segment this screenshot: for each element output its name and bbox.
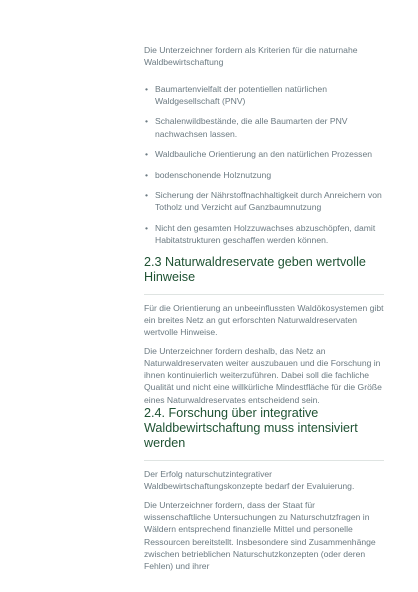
list-item-text: bodenschonende Holznutzung [155,169,272,180]
list-item [144,169,384,181]
section-paragraph: Die Unterzeichner fordern, dass der Staat für wissenschaftliche Untersuchungen zu Naturschutzfragen in Wäldern entsprechend finanzielle Mittel und personelle Ressourcen bereitstellt. Insbesondere sind Zusammenhänge zwischen betrieblichen Naturschutzkonzepten (oder deren Fehlen) und ihrer [144,499,376,572]
list-item-text: Sicherung der Nährstoffnachhaltigkeit durch Anreichern von Totholz und Verzicht auf Ganzbaumnutzung [155,190,382,213]
bullet-icon: • [145,83,149,94]
section-divider [144,294,384,295]
list-item [144,115,384,140]
intro-paragraph: Die Unterzeichner fordern als Kriterien für die naturnahe Waldbewirtschaftung [144,45,358,68]
section-paragraph: Der Erfolg naturschutzintegrativer Waldbewirtschaftungskonzepte bedarf der Evaluierung. [144,469,355,492]
list-item [144,222,384,247]
list-item-text: Schalenwildbestände, die alle Baumarten der PNV nachwachsen lassen. [155,116,348,139]
bullet-icon: • [145,190,149,201]
section-heading-naturwaldreservate: 2.3 Naturwaldreservate geben wertvolle Hinweise [144,254,366,284]
list-item-text: Baumartenvielfalt der potentiellen natürlichen Waldgesellschaft (PNV) [155,83,327,106]
bullet-icon: • [145,222,149,233]
bullet-icon: • [145,169,149,180]
list-item [144,189,384,214]
list-item-text: Waldbauliche Orientierung an den natürlichen Prozessen [155,149,373,160]
list-item-text: Nicht den gesamten Holzzuwachses abzuschöpfen, damit Habitatstrukturen geschaffen werden können. [155,222,376,246]
list-item [144,83,384,108]
section-heading-forschung: 2.4. Forschung über integrative Waldbewirtschaftung muss intensiviert werden [144,406,358,451]
list-item [144,148,384,160]
section-paragraph: Für die Orientierung an unbeeinflussten Waldökosystemen gibt ein breites Netz an gut erforschten Naturwaldreservaten wertvolle Hinweise. [144,302,384,338]
bullet-icon: • [145,149,149,160]
document-page [144,44,384,572]
section-paragraph: Die Unterzeichner fordern deshalb, das Netz an Naturwaldreservaten weiter auszubauen und die Forschung in ihnen kontinuierlich weiterzuführen. Dabei soll die fachliche Qualität und nicht eine willkürliche Mindestfläche für die Größe eines Naturwaldreservates entscheidend sein. [144,345,382,405]
bullet-icon: • [145,116,149,127]
criteria-list [144,83,384,247]
section-divider [144,460,384,461]
